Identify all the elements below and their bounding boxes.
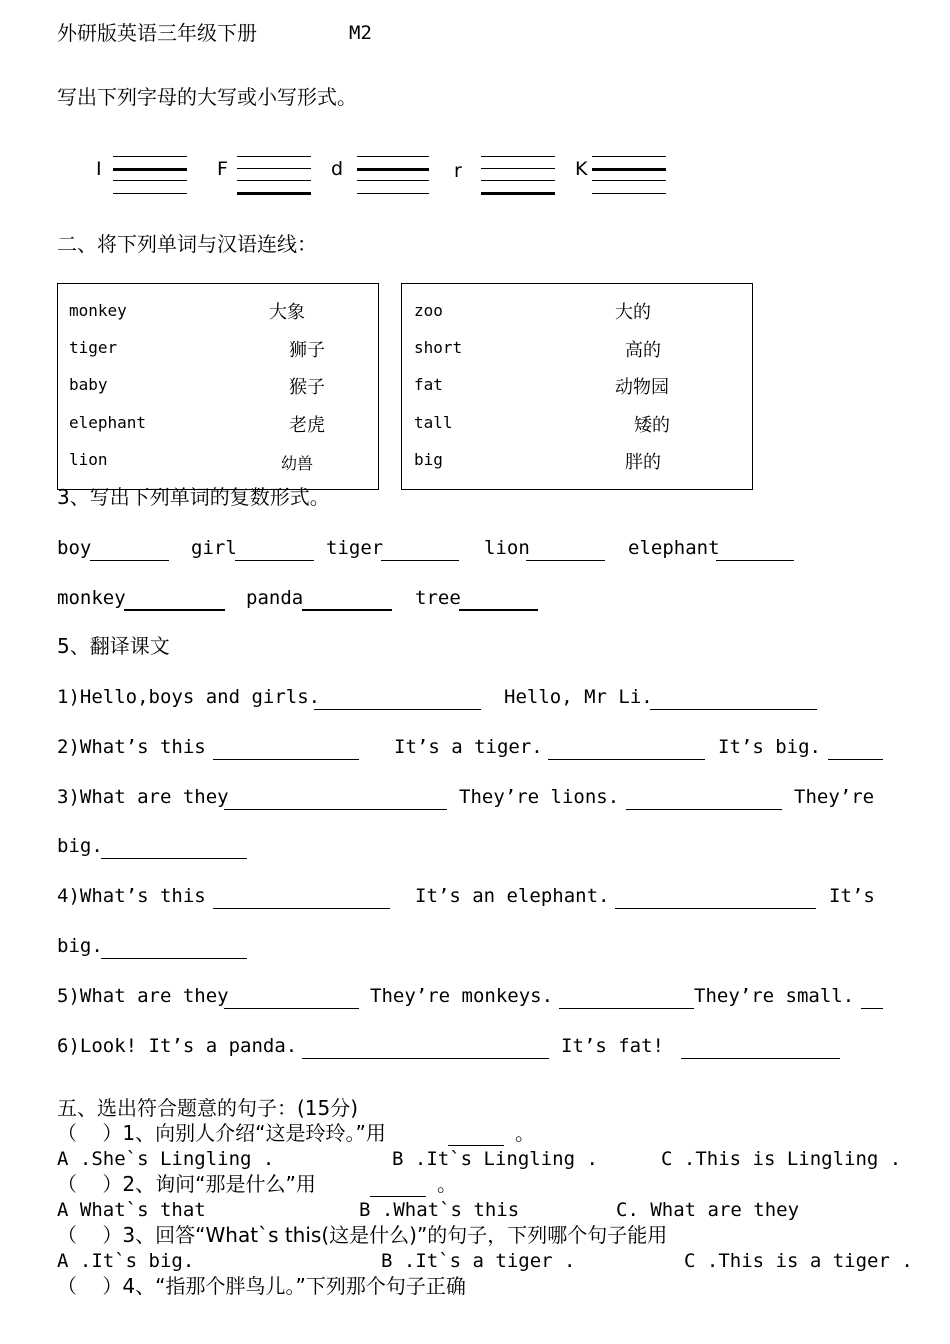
- writing-line[interactable]: [592, 193, 666, 194]
- writing-line[interactable]: [592, 168, 666, 171]
- writing-line[interactable]: [237, 156, 311, 157]
- writing-line[interactable]: [113, 156, 187, 157]
- match-word: lion: [69, 450, 108, 469]
- plural-word: lion: [484, 537, 530, 559]
- match-word: big: [414, 450, 443, 469]
- match-word: zoo: [414, 301, 443, 320]
- answer-blank[interactable]: [101, 858, 247, 859]
- writing-line[interactable]: [113, 193, 187, 194]
- answer-blank[interactable]: [90, 560, 169, 561]
- section2-title: 二、将下列单词与汉语连线：: [57, 232, 317, 256]
- answer-blank[interactable]: [124, 609, 225, 611]
- answer-blank[interactable]: [681, 1058, 840, 1059]
- answer-blank[interactable]: [370, 1196, 426, 1197]
- match-meaning: 大象: [269, 302, 305, 323]
- sentence: It’s an elephant.: [415, 885, 610, 907]
- section3-title: 3、写出下列单词的复数形式。: [57, 485, 330, 509]
- writing-line[interactable]: [237, 168, 311, 169]
- matching-box-right: [401, 283, 753, 490]
- unit-label: M2: [349, 22, 372, 44]
- sentence: Hello, Mr Li.: [504, 686, 653, 708]
- answer-blank[interactable]: [615, 908, 816, 909]
- letter-item: d: [331, 158, 344, 180]
- plural-word: tree: [415, 587, 461, 609]
- option-c[interactable]: C. What are they: [616, 1199, 800, 1221]
- writing-line[interactable]: [592, 180, 666, 181]
- answer-blank[interactable]: [559, 1008, 694, 1009]
- option-c[interactable]: C .This is a tiger .: [684, 1250, 913, 1272]
- match-word: tiger: [69, 338, 118, 357]
- writing-line[interactable]: [357, 168, 429, 171]
- answer-blank[interactable]: [459, 609, 538, 611]
- match-word: tall: [414, 413, 453, 432]
- question-4: （ ）4、“指那个胖鸟儿。”下列那个句子正确: [57, 1274, 466, 1298]
- sentence: 6)Look! It’s a panda.: [57, 1035, 298, 1057]
- sentence: big.: [57, 935, 103, 957]
- plural-word: boy: [57, 537, 92, 559]
- plural-word: elephant: [628, 537, 720, 559]
- answer-blank[interactable]: [526, 560, 605, 561]
- question-1-end: 。: [515, 1121, 535, 1145]
- letter-item: I: [96, 158, 102, 180]
- sentence: 1)Hello,boys and girls.: [57, 686, 321, 708]
- writing-line[interactable]: [357, 156, 429, 157]
- writing-line[interactable]: [357, 180, 429, 181]
- answer-blank[interactable]: [381, 560, 459, 561]
- answer-blank[interactable]: [213, 759, 359, 760]
- match-meaning: 幼兽: [281, 454, 314, 473]
- answer-blank[interactable]: [224, 809, 447, 810]
- writing-line[interactable]: [113, 180, 187, 181]
- match-meaning: 狮子: [289, 340, 325, 361]
- answer-blank[interactable]: [828, 759, 883, 760]
- match-word: short: [414, 338, 463, 357]
- sentence: They’re lions.: [459, 786, 620, 808]
- answer-blank[interactable]: [302, 609, 392, 611]
- match-meaning: 猴子: [289, 377, 325, 398]
- plural-word: monkey: [57, 587, 126, 609]
- match-word: monkey: [69, 301, 127, 320]
- option-a[interactable]: A What`s that: [57, 1199, 206, 1221]
- writing-line[interactable]: [113, 168, 187, 171]
- section5-title: 5、翻译课文: [57, 634, 170, 658]
- plural-word: tiger: [326, 537, 384, 559]
- option-a[interactable]: A .It`s big.: [57, 1250, 195, 1272]
- worksheet-title: 外研版英语三年级下册: [57, 21, 257, 45]
- match-word: baby: [69, 375, 108, 394]
- answer-blank[interactable]: [314, 709, 481, 710]
- match-word: fat: [414, 375, 443, 394]
- answer-blank[interactable]: [302, 1058, 549, 1059]
- choice-section-title: 五、选出符合题意的句子：(15分): [57, 1096, 359, 1120]
- match-meaning: 矮的: [634, 415, 670, 436]
- writing-line[interactable]: [481, 156, 555, 157]
- match-word: elephant: [69, 413, 147, 432]
- question-2-end: 。: [437, 1172, 457, 1196]
- letter-item: F: [217, 158, 228, 180]
- writing-line[interactable]: [357, 193, 429, 194]
- matching-box-left: [57, 283, 379, 490]
- answer-blank[interactable]: [224, 1008, 359, 1009]
- sentence: It’s big.: [718, 736, 821, 758]
- option-c[interactable]: C .This is Lingling .: [661, 1148, 902, 1170]
- writing-line[interactable]: [237, 180, 311, 181]
- sentence: It’s a tiger.: [394, 736, 543, 758]
- answer-blank[interactable]: [101, 958, 247, 959]
- sentence: They’re small.: [694, 985, 855, 1007]
- match-meaning: 老虎: [289, 415, 325, 436]
- sentence: They’re monkeys.: [370, 985, 554, 1007]
- writing-line[interactable]: [481, 192, 555, 195]
- writing-line[interactable]: [592, 156, 666, 157]
- sentence: They’re: [794, 786, 875, 808]
- match-meaning: 大的: [615, 302, 651, 323]
- option-a[interactable]: A .She`s Lingling .: [57, 1148, 275, 1170]
- letter-item: r: [454, 160, 462, 182]
- sentence: 4)What’s this: [57, 885, 206, 907]
- writing-line[interactable]: [481, 168, 555, 169]
- answer-blank[interactable]: [716, 560, 794, 561]
- question-3: （ ）3、回答“What`s this(这是什么)”的句子，下列哪个句子能用: [57, 1223, 668, 1247]
- sentence: It’s: [829, 885, 875, 907]
- answer-blank[interactable]: [213, 908, 390, 909]
- match-meaning: 动物园: [615, 377, 669, 398]
- answer-blank[interactable]: [235, 560, 314, 561]
- sentence: 3)What are they: [57, 786, 229, 808]
- option-b[interactable]: B .What`s this: [359, 1199, 520, 1221]
- answer-blank[interactable]: [548, 759, 705, 760]
- sentence: 2)What’s this: [57, 736, 206, 758]
- answer-blank[interactable]: [650, 709, 817, 710]
- match-meaning: 高的: [625, 340, 661, 361]
- sentence: 5)What are they: [57, 985, 229, 1007]
- sentence: It’s fat!: [561, 1035, 664, 1057]
- option-b[interactable]: B .It`s Lingling .: [392, 1148, 598, 1170]
- plural-word: girl: [191, 537, 237, 559]
- section1-title: 写出下列字母的大写或小写形式。: [57, 85, 357, 109]
- answer-blank[interactable]: [626, 809, 782, 810]
- answer-blank[interactable]: [448, 1145, 504, 1146]
- answer-blank[interactable]: [861, 1008, 883, 1009]
- question-2: （ ）2、询问“那是什么”用: [57, 1172, 316, 1196]
- match-meaning: 胖的: [625, 452, 661, 473]
- writing-line[interactable]: [237, 192, 311, 195]
- question-1: （ ）1、向别人介绍“这是玲玲。”用: [57, 1121, 386, 1145]
- letter-item: K: [575, 158, 588, 180]
- plural-word: panda: [246, 587, 304, 609]
- sentence: big.: [57, 835, 103, 857]
- writing-line[interactable]: [481, 180, 555, 181]
- option-b[interactable]: B .It`s a tiger .: [381, 1250, 576, 1272]
